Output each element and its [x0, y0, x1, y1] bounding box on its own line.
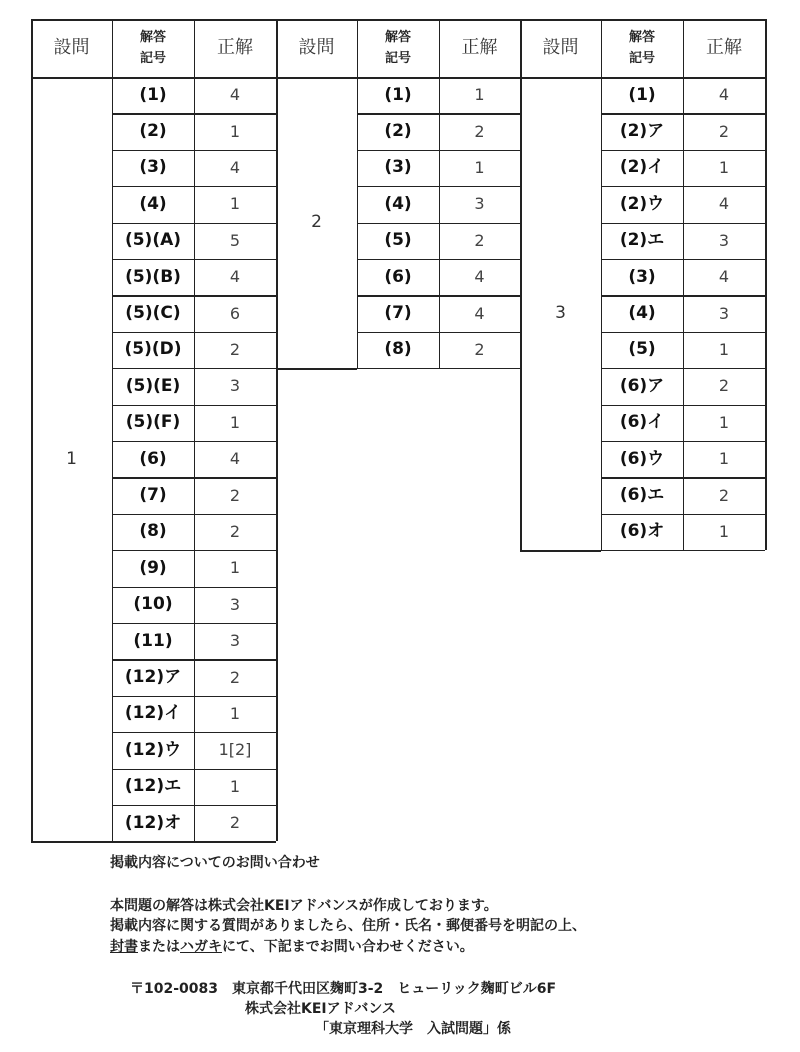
header-answer: 正解 — [706, 37, 742, 58]
answer-value: 1 — [229, 703, 241, 723]
notice-sealed-letter: 封書 — [110, 939, 138, 955]
address-department: 「東京理科大学 入試問題」係 — [315, 1021, 511, 1037]
answer-code: (12)ウ — [124, 739, 182, 760]
answer-value: 2 — [718, 376, 730, 396]
answer-value: 2 — [718, 485, 730, 505]
answer-value: 2 — [474, 339, 485, 359]
header-answer: 正解 — [217, 37, 253, 58]
answer-value: 1 — [229, 121, 241, 141]
answer-value: 2 — [229, 485, 241, 505]
answer-value: 3 — [718, 303, 730, 323]
notice-line-3 — [110, 936, 474, 956]
answer-code: (12)ア — [124, 667, 182, 688]
answer-value: 6 — [229, 303, 241, 323]
header-answer-code — [357, 19, 439, 77]
column-border — [439, 19, 440, 368]
section-bottom-border — [276, 368, 357, 370]
answer-code: (3) — [628, 266, 656, 287]
answer-value: 2 — [718, 121, 730, 141]
answer-value: 2 — [474, 121, 485, 141]
answer-value: 4 — [229, 267, 241, 287]
header-code-top: 解答 — [628, 30, 655, 45]
answer-value: 3 — [229, 631, 241, 651]
header-code-bottom: 記号 — [139, 51, 166, 66]
answer-code: (7) — [139, 485, 167, 506]
column-border — [520, 19, 522, 550]
notice-line-1: 本問題の解答は株式会社KEIアドバンスが作成しております。 — [110, 898, 498, 914]
answer-value: 4 — [718, 194, 730, 214]
answer-code: (3) — [384, 157, 412, 178]
answer-code: (2) — [139, 121, 167, 142]
column-border — [276, 19, 278, 368]
answer-value: 4 — [229, 157, 241, 177]
answer-code: (12)オ — [124, 812, 182, 833]
address-company: 株式会社KEIアドバンス — [245, 1001, 396, 1017]
answer-value: 4 — [718, 85, 730, 105]
notice-heading: 掲載内容についてのお問い合わせ — [110, 855, 320, 871]
header-answer-code — [601, 19, 683, 77]
answer-value: 1 — [718, 339, 730, 359]
header-top-border — [31, 19, 765, 21]
section-bottom-border — [31, 841, 112, 843]
answer-value: 2 — [229, 521, 241, 541]
answer-code: (7) — [384, 303, 412, 324]
answer-code: (11) — [133, 630, 173, 651]
answer-value: 2 — [474, 230, 485, 250]
question-number: 1 — [66, 448, 77, 469]
answer-code: (6)イ — [619, 412, 665, 433]
answer-value: 3 — [229, 594, 241, 614]
answer-value: 4 — [229, 449, 241, 469]
answer-code: (4) — [628, 303, 656, 324]
header-code-bottom: 記号 — [628, 51, 655, 66]
answer-code: (1) — [139, 84, 167, 105]
answer-code: (6)エ — [619, 485, 665, 506]
header-answer-code — [112, 19, 194, 77]
answer-code: (6)オ — [619, 521, 665, 542]
answer-value: 1 — [474, 157, 485, 177]
answer-code: (2)イ — [619, 157, 665, 178]
answer-code: (12)イ — [124, 703, 182, 724]
answer-value: 4 — [474, 267, 485, 287]
answer-code: (2)ウ — [619, 193, 665, 214]
answer-code: (1) — [384, 84, 412, 105]
column-border — [194, 19, 195, 841]
header-question: 設問 — [542, 37, 579, 58]
answer-value: 1 — [474, 85, 485, 105]
section-bottom-border — [520, 550, 601, 552]
answer-code: (5)(C) — [125, 303, 181, 324]
answer-code: (4) — [139, 193, 167, 214]
answer-value: 1 — [229, 776, 241, 796]
header-question: 設問 — [298, 37, 335, 58]
column-border — [112, 19, 113, 841]
answer-code: (5)(B) — [125, 266, 181, 287]
header-code-top: 解答 — [384, 30, 411, 45]
answer-code: (5)(D) — [124, 339, 182, 360]
address-line-1: 〒102-0083 東京都千代田区麹町3-2 ヒューリック麹町ビル6F — [130, 981, 557, 997]
notice-line-2: 掲載内容に関する質問がありましたら、住所・氏名・郵便番号を明記の上、 — [110, 918, 586, 934]
answer-value: 5 — [229, 230, 241, 250]
answer-code: (2)ア — [619, 121, 665, 142]
answer-value: 3 — [229, 376, 241, 396]
answer-value: 2 — [229, 813, 241, 833]
answer-code: (1) — [628, 84, 656, 105]
header-code-bottom: 記号 — [384, 51, 411, 66]
header-question: 設問 — [53, 37, 90, 58]
notice-postcard: ハガキ — [180, 939, 222, 955]
answer-code: (9) — [139, 557, 167, 578]
answer-code: (6)ウ — [619, 448, 665, 469]
column-border — [683, 19, 684, 550]
notice-or: または — [138, 939, 180, 955]
answer-code: (5)(E) — [125, 375, 181, 396]
answer-value: 1 — [718, 449, 730, 469]
notice-line-3-rest: にて、下記までお問い合わせください。 — [222, 939, 474, 955]
row-divider — [357, 368, 520, 369]
answer-value: 1 — [229, 194, 241, 214]
answer-value: 3 — [474, 194, 485, 214]
answer-code: (10) — [133, 594, 173, 615]
answer-value: 1 — [718, 521, 730, 541]
answer-code: (4) — [384, 193, 412, 214]
answer-code: (8) — [139, 521, 167, 542]
column-border — [357, 19, 358, 368]
answer-code: (5)(F) — [125, 412, 181, 433]
answer-code: (2)エ — [619, 230, 665, 251]
answer-value: 2 — [229, 339, 241, 359]
answer-value: 4 — [229, 85, 241, 105]
answer-value: 1 — [229, 412, 241, 432]
answer-value: 2 — [229, 667, 241, 687]
row-divider — [112, 841, 276, 842]
question-number: 3 — [555, 303, 566, 324]
answer-code: (6) — [384, 266, 412, 287]
answer-code: (5) — [384, 230, 412, 251]
answer-code: (8) — [384, 339, 412, 360]
answer-value: 1 — [718, 157, 730, 177]
answer-value: 1 — [718, 412, 730, 432]
answer-code: (5)(A) — [124, 230, 182, 251]
answer-value: 4 — [718, 267, 730, 287]
answer-code: (5) — [628, 339, 656, 360]
answer-code: (6)ア — [619, 375, 665, 396]
answer-code: (3) — [139, 157, 167, 178]
answer-value: 1 — [229, 558, 241, 578]
answer-value: 1[2] — [218, 740, 252, 760]
header-answer: 正解 — [461, 37, 498, 58]
column-border — [765, 19, 767, 550]
answer-code: (2) — [384, 121, 412, 142]
answer-value: 3 — [718, 230, 730, 250]
column-border — [31, 19, 33, 841]
header-code-top: 解答 — [139, 30, 166, 45]
column-border — [601, 19, 602, 550]
answer-code: (6) — [139, 448, 167, 469]
row-divider — [601, 550, 765, 551]
answer-code: (12)エ — [124, 776, 182, 797]
answer-value: 4 — [474, 303, 485, 323]
question-number: 2 — [311, 212, 322, 233]
